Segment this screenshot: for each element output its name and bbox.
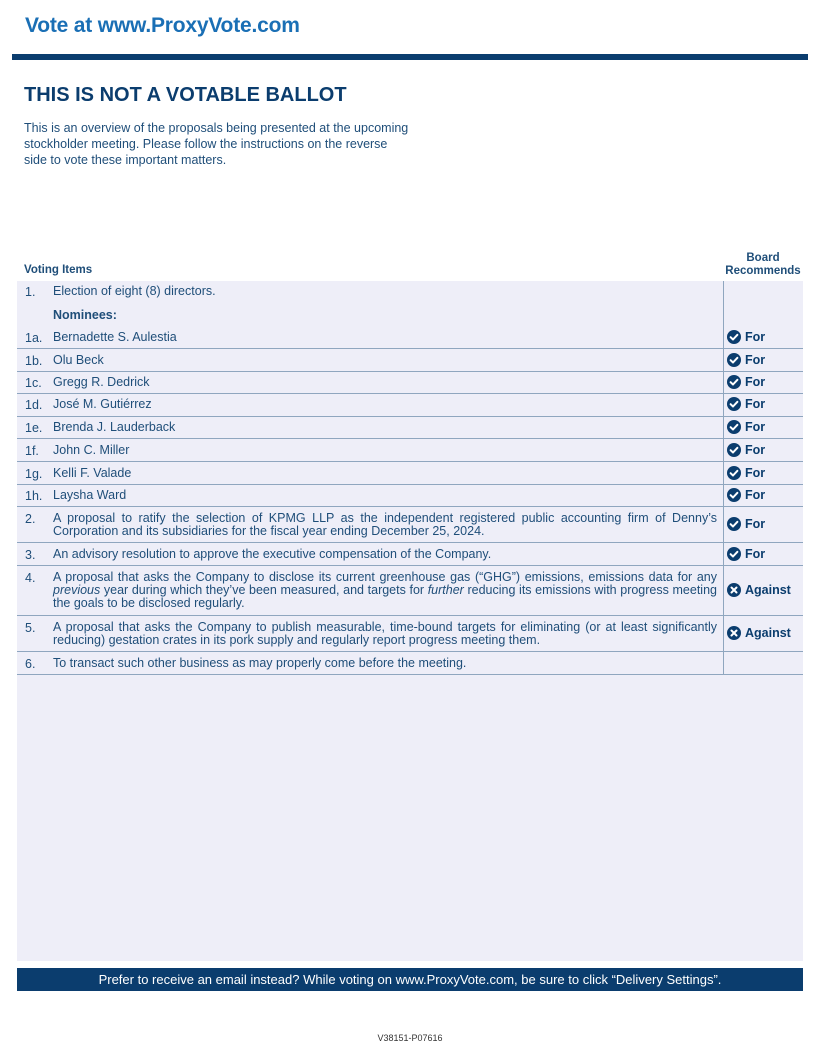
recommendation-for	[727, 375, 807, 389]
intro-text: This is an overview of the proposals being presented at the upcoming stockholder meeting. Please follow the instructions on the reverse side to vote these important matters.	[24, 121, 409, 167]
table-row	[17, 507, 803, 543]
item-number: 6.	[25, 657, 36, 671]
table-row	[17, 372, 803, 394]
item-number: 1a.	[25, 331, 43, 345]
item-text: Kelli F. Valade	[53, 466, 132, 480]
column-header-voting-items: Voting Items	[24, 264, 93, 276]
recommendation-label: For	[745, 466, 766, 480]
recommendation-for	[727, 517, 807, 531]
email-delivery-notice: Prefer to receive an email instead? While voting on www.ProxyVote.com, be sure to click “Delivery Settings”.	[17, 968, 803, 991]
item-text: A proposal that asks the Company to disclose its current greenhouse gas (“GHG”) emissions, emissions data for any previous year during which they’ve been measured, and targets for further reducing its emissions with progress meeting the goals to be disclosed regularly.	[53, 570, 717, 610]
x-circle-icon	[727, 626, 741, 640]
column-header-board-line1: Board	[746, 252, 780, 264]
recommendation-against	[727, 583, 807, 597]
recommendation-for	[727, 466, 807, 480]
check-icon	[727, 547, 741, 561]
item-text: An advisory resolution to approve the executive compensation of the Company.	[53, 547, 492, 561]
recommendation-label: For	[745, 420, 766, 434]
item-number: 1b.	[25, 354, 43, 368]
recommendation-label: For	[745, 353, 766, 367]
table-row	[17, 417, 803, 439]
check-icon	[727, 397, 741, 411]
table-row	[17, 543, 803, 566]
column-header-board-recommends	[722, 252, 804, 278]
check-icon	[727, 330, 741, 344]
item-text: Gregg R. Dedrick	[53, 375, 150, 389]
recommendation-for	[727, 488, 807, 502]
item-text: Election of eight (8) directors.	[53, 284, 216, 298]
ballot-heading: THIS IS NOT A VOTABLE BALLOT	[24, 84, 347, 106]
x-circle-icon	[727, 583, 741, 597]
recommendation-label: For	[745, 488, 766, 502]
recommendation-for	[727, 443, 807, 457]
recommendation-label: Against	[745, 626, 791, 640]
item-number: 1c.	[25, 376, 42, 390]
check-icon	[727, 420, 741, 434]
table-row	[17, 652, 803, 675]
item-number: 1e.	[25, 421, 43, 435]
item-text: José M. Gutiérrez	[53, 397, 152, 411]
nominees-label: Nominees:	[53, 308, 117, 322]
item-text: John C. Miller	[53, 443, 130, 457]
item-number: 4.	[25, 571, 36, 585]
item-number: 1f.	[25, 444, 39, 458]
table-row	[17, 285, 803, 307]
check-icon	[727, 443, 741, 457]
item-number: 1.	[25, 285, 36, 299]
item-text: A proposal to ratify the selection of KPMG LLP as the independent registered public accounting firm of Denny’s Corporation and its subsidiaries for the fiscal year ending December 25, 2024.	[53, 511, 717, 538]
item-number: 1h.	[25, 489, 43, 503]
recommendation-for	[727, 397, 807, 411]
item-text: A proposal that asks the Company to publish measurable, time-bound targets for eliminating (or at least significantly reducing) gestation crates in its pork supply and regularly report progress meeting them.	[53, 620, 717, 647]
recommendation-label: For	[745, 330, 766, 344]
item-text: Brenda J. Lauderback	[53, 420, 176, 434]
recommendation-label: For	[745, 547, 766, 561]
recommendation-for	[727, 547, 807, 561]
table-row	[17, 349, 803, 372]
check-icon	[727, 488, 741, 502]
check-icon	[727, 353, 741, 367]
item-text: Olu Beck	[53, 353, 104, 367]
recommendation-label: For	[745, 397, 766, 411]
recommendation-for	[727, 330, 807, 344]
header-divider	[12, 54, 808, 60]
table-row	[17, 394, 803, 417]
recommendation-label: For	[745, 517, 766, 531]
table-row	[17, 462, 803, 485]
item-text: Bernadette S. Aulestia	[53, 330, 177, 344]
item-number: 3.	[25, 548, 36, 562]
item-number: 2.	[25, 512, 36, 526]
check-icon	[727, 517, 741, 531]
table-row	[17, 439, 803, 462]
document-code: V38151-P07616	[377, 1033, 443, 1043]
recommendation-label: Against	[745, 583, 791, 597]
header-title: Vote at www.ProxyVote.com	[25, 14, 300, 37]
check-icon	[727, 466, 741, 480]
recommendation-for	[727, 353, 807, 367]
recommendation-against	[727, 626, 807, 640]
item-text: To transact such other business as may properly come before the meeting.	[53, 656, 467, 670]
item-text: Laysha Ward	[53, 488, 127, 502]
recommendation-label: For	[745, 375, 766, 389]
item-number: 5.	[25, 621, 36, 635]
item-number: 1d.	[25, 398, 43, 412]
table-row	[17, 485, 803, 507]
recommendation-label: For	[745, 443, 766, 457]
recommendation-for	[727, 420, 807, 434]
column-header-board-line2: Recommends	[725, 265, 801, 277]
check-icon	[727, 375, 741, 389]
table-row	[17, 616, 803, 652]
item-number: 1g.	[25, 467, 43, 481]
table-row	[17, 307, 803, 349]
table-row	[17, 566, 803, 616]
